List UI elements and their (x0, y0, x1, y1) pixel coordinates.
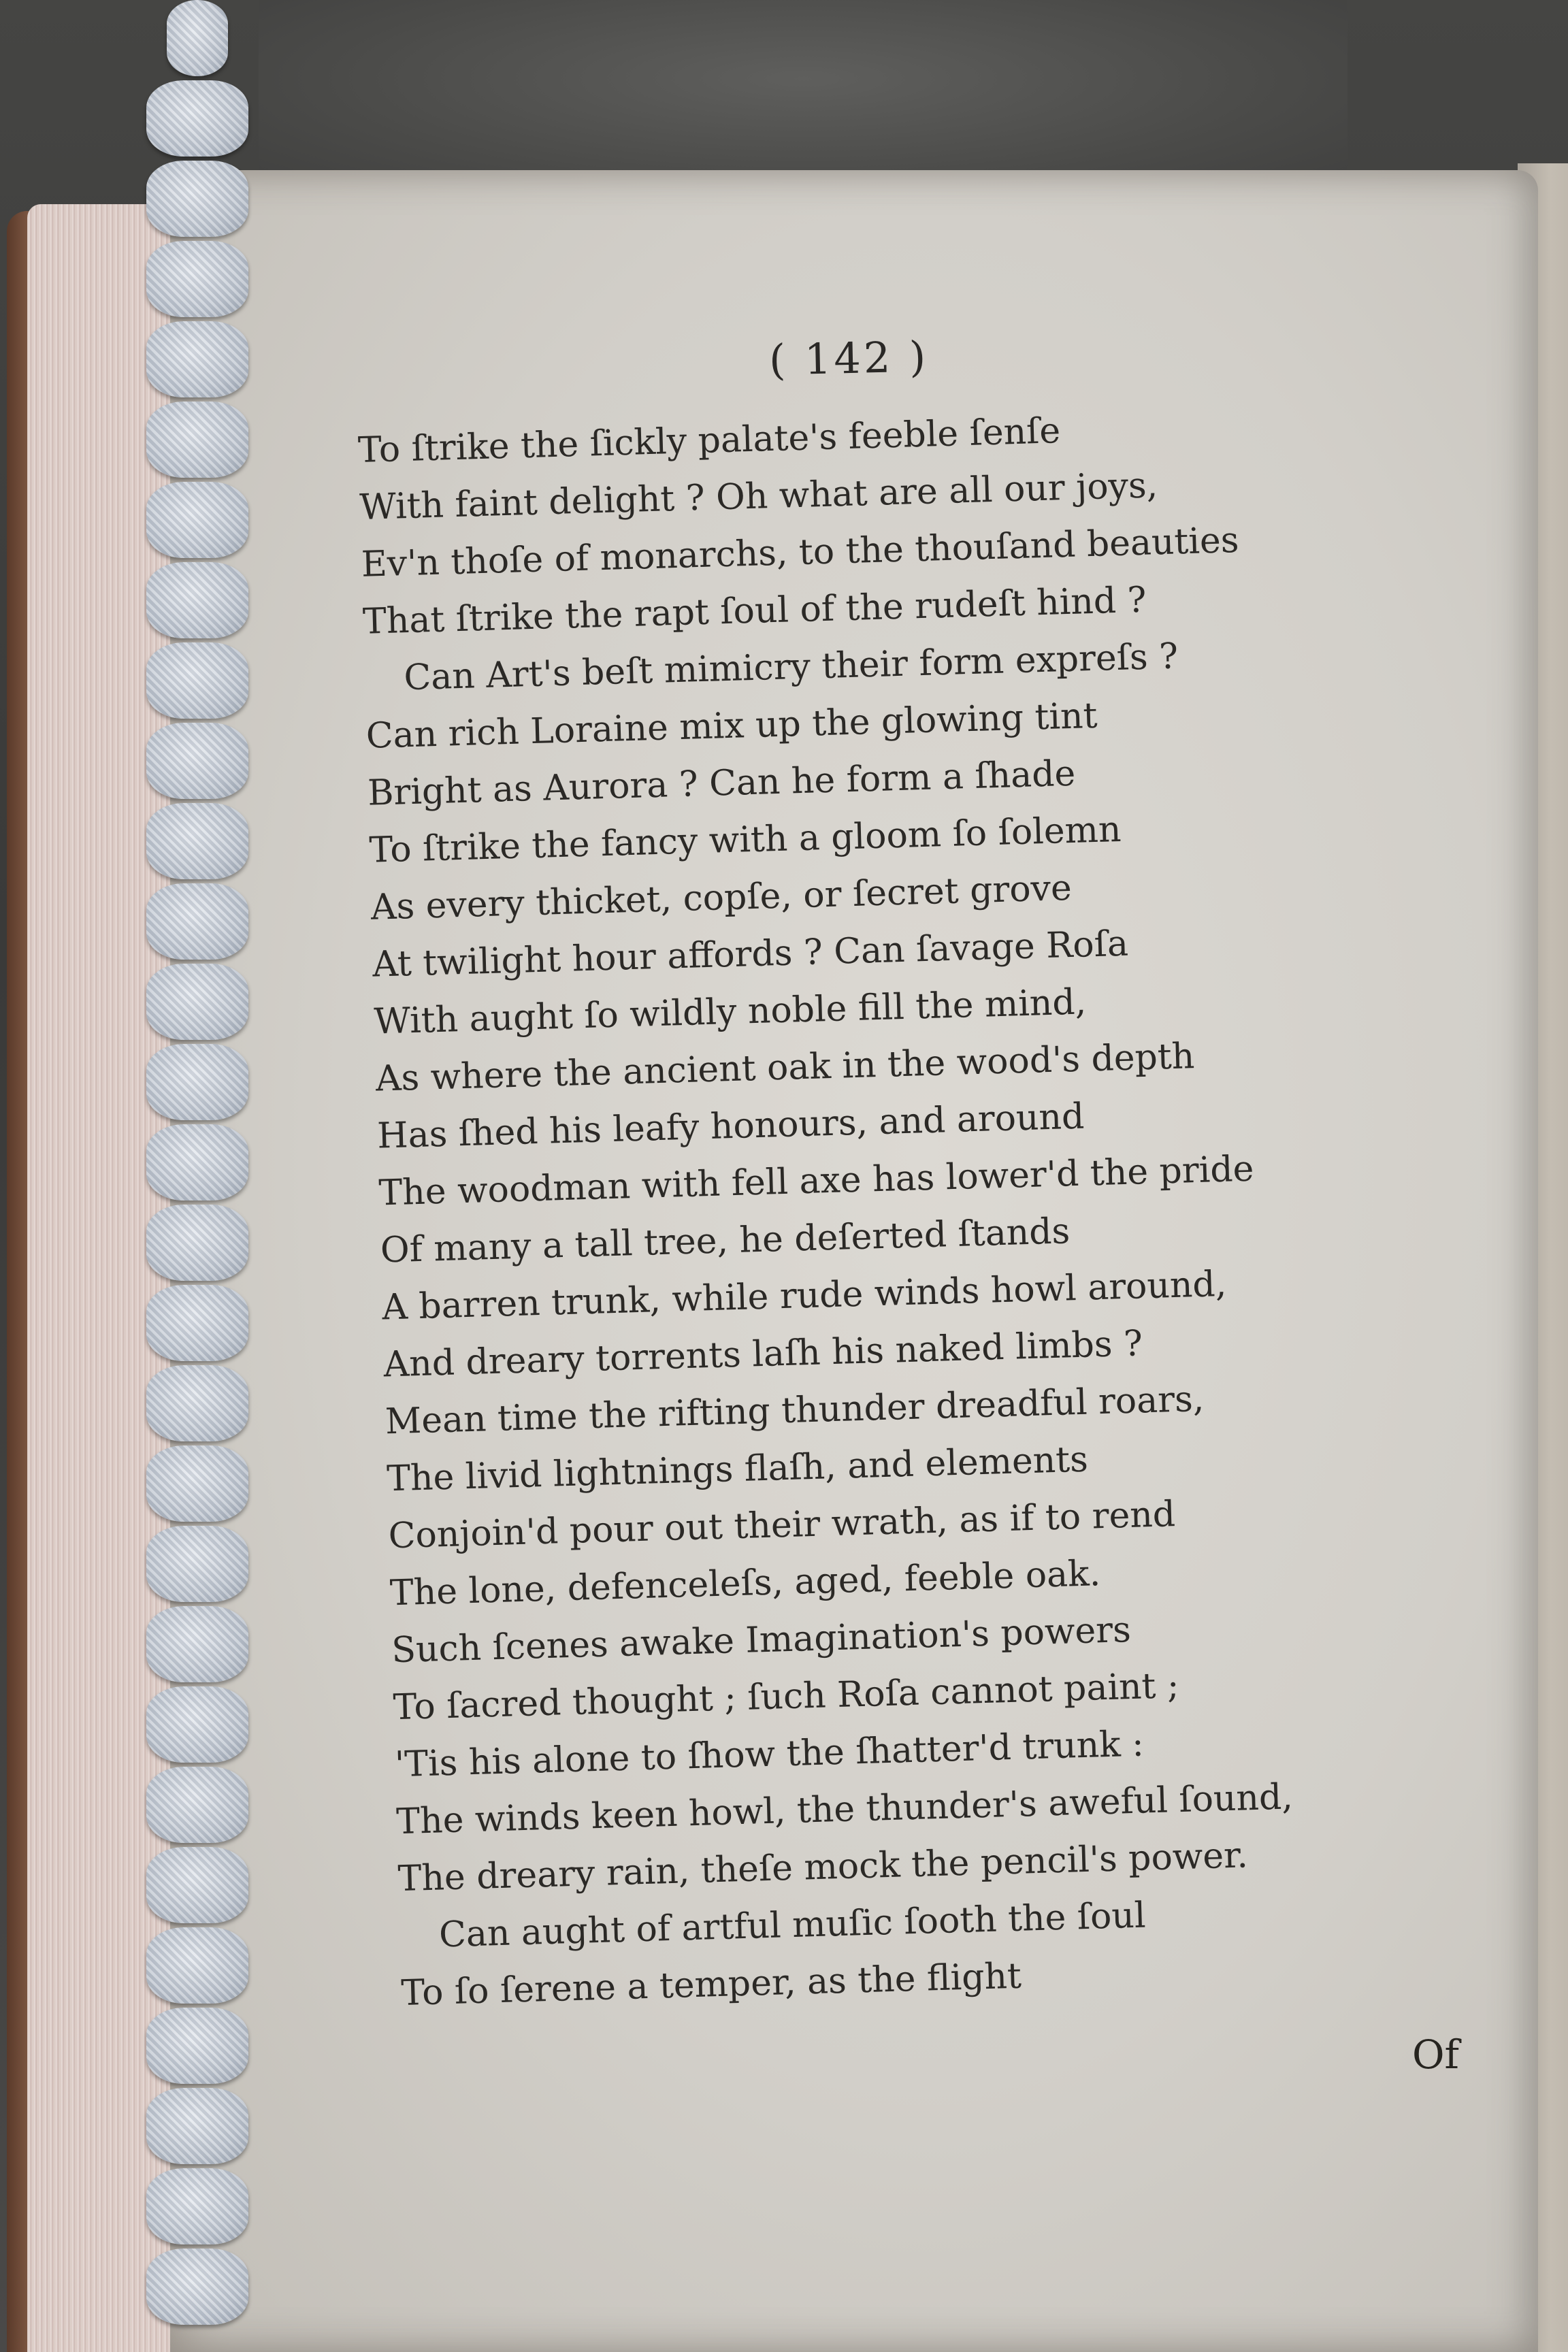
ribbon-segment (146, 1365, 248, 1441)
ribbon-segment (146, 2088, 248, 2164)
ribbon-segment (146, 964, 248, 1040)
ribbon-segment (146, 2008, 248, 2084)
verse-line: Can aught of artful muſic ſooth the ſoul (438, 1895, 1147, 1956)
verse-line: And dreary torrents laſh his naked limbs ? (382, 1323, 1143, 1386)
ribbon-segment (146, 402, 248, 478)
verse-line: To ſo ſerene a temper, as the flight (400, 1955, 1022, 2014)
ribbon-segment (146, 883, 248, 960)
ribbon-segment (146, 2168, 248, 2244)
book-cushion (259, 0, 1348, 197)
ribbon-segment (146, 1124, 248, 1200)
bookmark-ribbon (136, 0, 259, 2352)
verse-line: At twilight hour affords ? Can ſavage Roſa (372, 923, 1129, 985)
ribbon-segment (146, 1044, 248, 1120)
ribbon-segment (146, 723, 248, 799)
verse-line: As where the ancient oak in the wood's depth (375, 1036, 1196, 1100)
ribbon-segment (146, 562, 248, 638)
ribbon-segment (146, 321, 248, 397)
verse-line: The livid lightnings flaſh, and elements (386, 1439, 1089, 1500)
catchword: Of (1412, 2031, 1460, 2078)
verse-line: That ſtrike the rapt ſoul of the rudeſt hind ? (362, 579, 1147, 642)
verse-line: The winds keen howl, the thunder's aweful ſound, (395, 1776, 1294, 1843)
ribbon-segment (146, 803, 248, 879)
ribbon-segment (146, 1205, 248, 1281)
verse-line: The dreary rain, theſe mock the pencil's power. (397, 1835, 1249, 1900)
verse-line: To ſtrike the ſickly palate's feeble ſenſe (357, 410, 1061, 471)
verse-line: Has ſhed his leafy honours, and around (376, 1096, 1085, 1157)
verse-line: Can Art's beſt mimicry their form expreſs ? (403, 636, 1179, 699)
ribbon-segment (167, 0, 228, 76)
verse-line: A barren trunk, while rude winds howl around, (381, 1263, 1227, 1328)
ribbon-segment (146, 1285, 248, 1361)
verse-line: Of many a tall tree, he deſerted ſtands (380, 1211, 1071, 1271)
verse-line: To ſacred thought ; ſuch Roſa cannot paint ; (392, 1665, 1180, 1729)
verse-line: Mean time the rifting thunder dreadful roars, (385, 1378, 1205, 1443)
page-number: ( 142 ) (768, 331, 929, 385)
verse-line: Can rich Loraine mix up the glowing tint (365, 695, 1098, 757)
ribbon-segment (146, 1767, 248, 1843)
verse-line: Bright as Aurora ? Can he form a ſhade (367, 753, 1076, 814)
verse-line: 'Tis his alone to ſhow the ſhatter'd trunk : (394, 1723, 1145, 1786)
ribbon-segment (146, 642, 248, 719)
verse-line: The woodman with fell axe has lower'd the pride (378, 1148, 1255, 1214)
verse-line: The lone, defenceleſs, aged, feeble oak. (389, 1553, 1101, 1614)
verse-line: As every thicket, copſe, or ſecret grove (370, 867, 1073, 928)
verse-line: Conjoin'd pour out their wrath, as if to rend (387, 1494, 1176, 1557)
verse-text (357, 391, 1518, 2022)
verse-line: Ev'n thoſe of monarchs, to the thouſand beauties (361, 519, 1240, 585)
ribbon-segment (146, 1927, 248, 2004)
ribbon-segment (146, 1686, 248, 1763)
ribbon-segment (146, 482, 248, 558)
ribbon-segment (146, 1446, 248, 1522)
verse-line: Such ſcenes awake Imagination's powers (391, 1609, 1132, 1671)
ribbon-segment (146, 1847, 248, 1923)
ribbon-segment (146, 241, 248, 317)
ribbon-segment (146, 161, 248, 237)
ribbon-segment (146, 1526, 248, 1602)
ribbon-segment (146, 2249, 248, 2325)
verse-line: With aught ſo wildly noble fill the mind, (373, 981, 1087, 1043)
verse-line: To ſtrike the fancy with a gloom ſo ſolemn (368, 808, 1122, 871)
verse-line: With faint delight ? Oh what are all our joys, (359, 465, 1158, 528)
ribbon-segment (146, 80, 248, 157)
ribbon-segment (146, 1606, 248, 1682)
